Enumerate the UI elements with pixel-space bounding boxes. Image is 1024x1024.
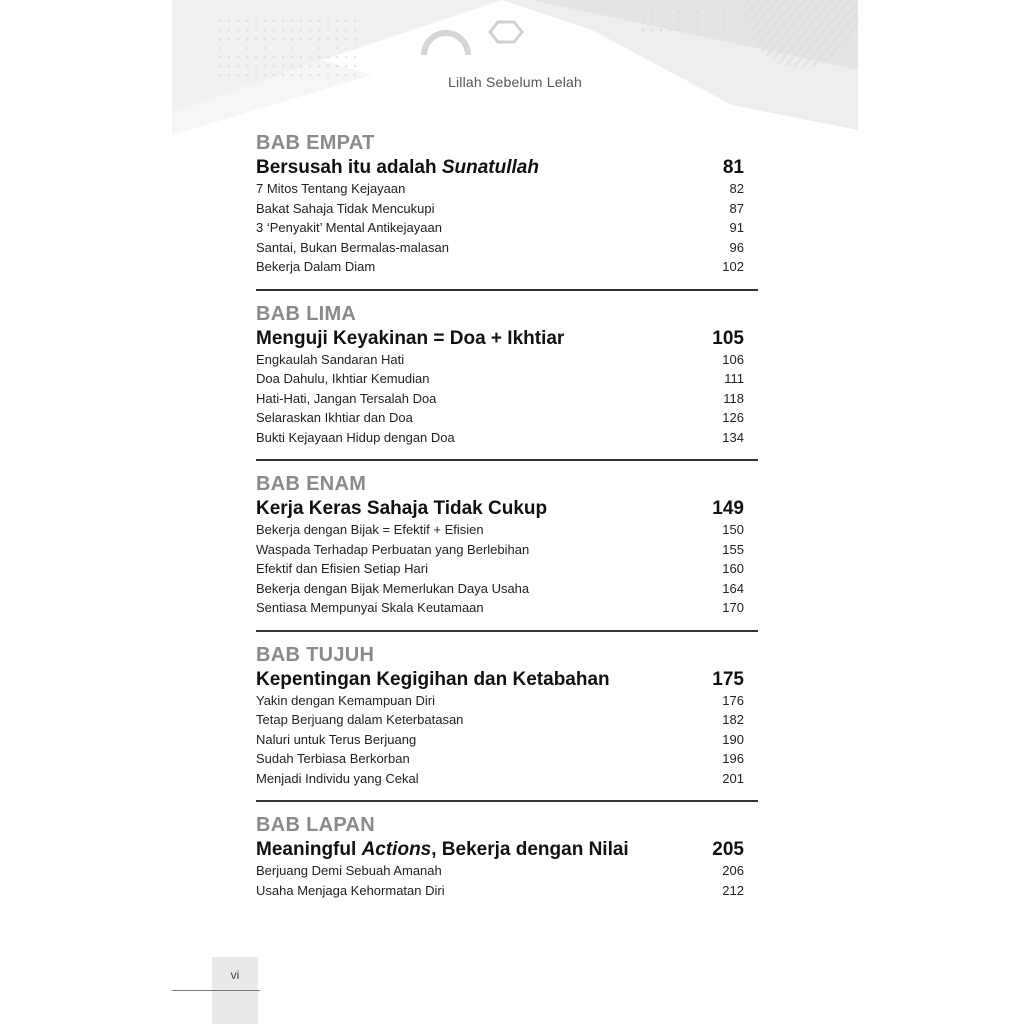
section-entry[interactable] [256, 199, 758, 219]
chapter-block [256, 802, 758, 912]
section-title: Efektif dan Efisien Setiap Hari [256, 561, 428, 576]
chapter-title-text: Bersusah itu adalah [256, 157, 442, 178]
chapter-title [256, 497, 547, 520]
section-entry[interactable] [256, 238, 758, 258]
section-page-number: 212 [722, 882, 744, 898]
chapter-title-text: Menguji Keyakinan = Doa + Ikhtiar [256, 327, 565, 349]
chapter-label: BAB LIMA [256, 302, 357, 325]
section-page-number: 155 [722, 541, 744, 557]
section-entry[interactable] [256, 691, 758, 711]
chapter-entry[interactable] [256, 497, 758, 520]
section-page-number: 91 [729, 220, 744, 235]
section-page-number: 111 [724, 371, 744, 386]
section-entry[interactable] [256, 559, 758, 579]
chapter-title-text: Meaningful [256, 839, 362, 860]
section-title: Bekerja dengan Bijak = Efektif + Efisien [256, 522, 484, 537]
section-title: Menjadi Individu yang Cekal [256, 770, 419, 786]
section-entry[interactable] [256, 369, 758, 389]
section-page-number: 182 [722, 712, 744, 727]
chapter-entry[interactable] [256, 668, 758, 691]
chapter-title-text: , Bekerja dengan Nilai [431, 839, 629, 860]
section-title: Naluri untuk Terus Berjuang [256, 731, 417, 747]
chapter-page-number: 149 [712, 498, 744, 519]
section-title: Bakat Sahaja Tidak Mencukupi [256, 200, 435, 216]
section-title: Waspada Terhadap Perbuatan yang Berlebihan [256, 541, 530, 557]
chapter-title [256, 327, 564, 350]
section-entry[interactable] [256, 257, 758, 277]
chapter-entry[interactable] [256, 156, 758, 179]
chapter-block [256, 461, 758, 632]
chapter-title-text: Kerja Keras Sahaja Tidak Cukup [256, 498, 548, 519]
section-page-number: 118 [723, 390, 744, 406]
footer-line [172, 990, 260, 991]
section-page-number: 170 [722, 600, 744, 615]
chapter-title-text: Kepentingan Kegigihan dan Ketabahan [256, 668, 610, 690]
section-title: Usaha Menjaga Kehormatan Diri [256, 882, 445, 898]
chapter-entry[interactable] [256, 327, 758, 350]
section-page-number: 206 [722, 863, 744, 878]
section-entry[interactable] [256, 218, 758, 238]
section-title: Berjuang Demi Sebuah Amanah [256, 863, 442, 878]
section-entry[interactable] [256, 730, 758, 750]
chapter-page-number: 175 [712, 668, 744, 690]
chapter-title [256, 668, 610, 691]
section-page-number: 176 [722, 692, 744, 708]
header-decoration [172, 0, 858, 135]
section-page-number: 82 [729, 181, 744, 196]
section-title: Engkaulah Sandaran Hati [256, 351, 405, 367]
section-title: Bekerja dengan Bijak Memerlukan Daya Usaha [256, 580, 530, 596]
section-title: Bekerja Dalam Diam [256, 259, 376, 274]
section-page-number: 102 [722, 259, 744, 274]
running-head: Lillah Sebelum Lelah [448, 74, 582, 90]
section-title: Selaraskan Ikhtiar dan Doa [256, 410, 413, 425]
section-entry[interactable] [256, 179, 758, 199]
section-title: 7 Mitos Tentang Kejayaan [256, 181, 406, 196]
section-title: Sentiasa Mempunyai Skala Keutamaan [256, 600, 484, 615]
chapter-page-number: 205 [712, 839, 744, 860]
book-page [172, 0, 858, 1024]
section-entry[interactable] [256, 520, 758, 540]
chapter-page-number: 81 [722, 157, 744, 178]
table-of-contents [256, 128, 758, 912]
section-title: Yakin dengan Kemampuan Diri [256, 692, 435, 708]
section-page-number: 196 [722, 751, 744, 766]
chapter-title-italic: Sunatullah [441, 157, 539, 178]
section-entry[interactable] [256, 710, 758, 730]
section-page-number: 164 [722, 580, 744, 596]
section-title: Hati-Hati, Jangan Tersalah Doa [256, 390, 437, 406]
section-entry[interactable] [256, 389, 758, 409]
chapter-title-italic: Actions [361, 839, 432, 860]
section-entry[interactable] [256, 769, 758, 789]
section-page-number: 160 [722, 561, 744, 576]
section-entry[interactable] [256, 540, 758, 560]
chapter-block [256, 128, 758, 291]
section-title: Sudah Terbiasa Berkorban [256, 751, 410, 766]
chapter-entry[interactable] [256, 838, 758, 861]
section-title: Doa Dahulu, Ikhtiar Kemudian [256, 371, 430, 386]
section-page-number: 96 [729, 239, 744, 255]
chapter-block [256, 632, 758, 803]
chapter-label: BAB EMPAT [256, 132, 375, 154]
section-entry[interactable] [256, 881, 758, 901]
chapter-label: BAB LAPAN [256, 814, 375, 836]
section-entry[interactable] [256, 598, 758, 618]
page-number: vi [230, 968, 240, 982]
section-page-number: 150 [722, 522, 744, 537]
section-entry[interactable] [256, 861, 758, 881]
section-entry[interactable] [256, 749, 758, 769]
section-title: Santai, Bukan Bermalas-malasan [256, 239, 449, 255]
chapter-block [256, 291, 758, 462]
section-page-number: 134 [722, 429, 744, 445]
section-title: 3 ‘Penyakit’ Mental Antikejayaan [256, 220, 442, 235]
section-entry[interactable] [256, 408, 758, 428]
section-entry[interactable] [256, 350, 758, 370]
chapter-title [256, 156, 539, 179]
section-page-number: 190 [722, 731, 744, 747]
section-page-number: 201 [722, 770, 744, 786]
section-page-number: 106 [722, 351, 744, 367]
section-entry[interactable] [256, 579, 758, 599]
chapter-label: BAB ENAM [256, 473, 367, 495]
section-entry[interactable] [256, 428, 758, 448]
chapter-label: BAB TUJUH [256, 643, 375, 666]
section-title: Tetap Berjuang dalam Keterbatasan [256, 712, 464, 727]
section-page-number: 87 [729, 200, 744, 216]
chapter-title [256, 838, 629, 861]
chapter-page-number: 105 [712, 327, 744, 349]
section-title: Bukti Kejayaan Hidup dengan Doa [256, 429, 455, 445]
section-page-number: 126 [722, 410, 744, 425]
